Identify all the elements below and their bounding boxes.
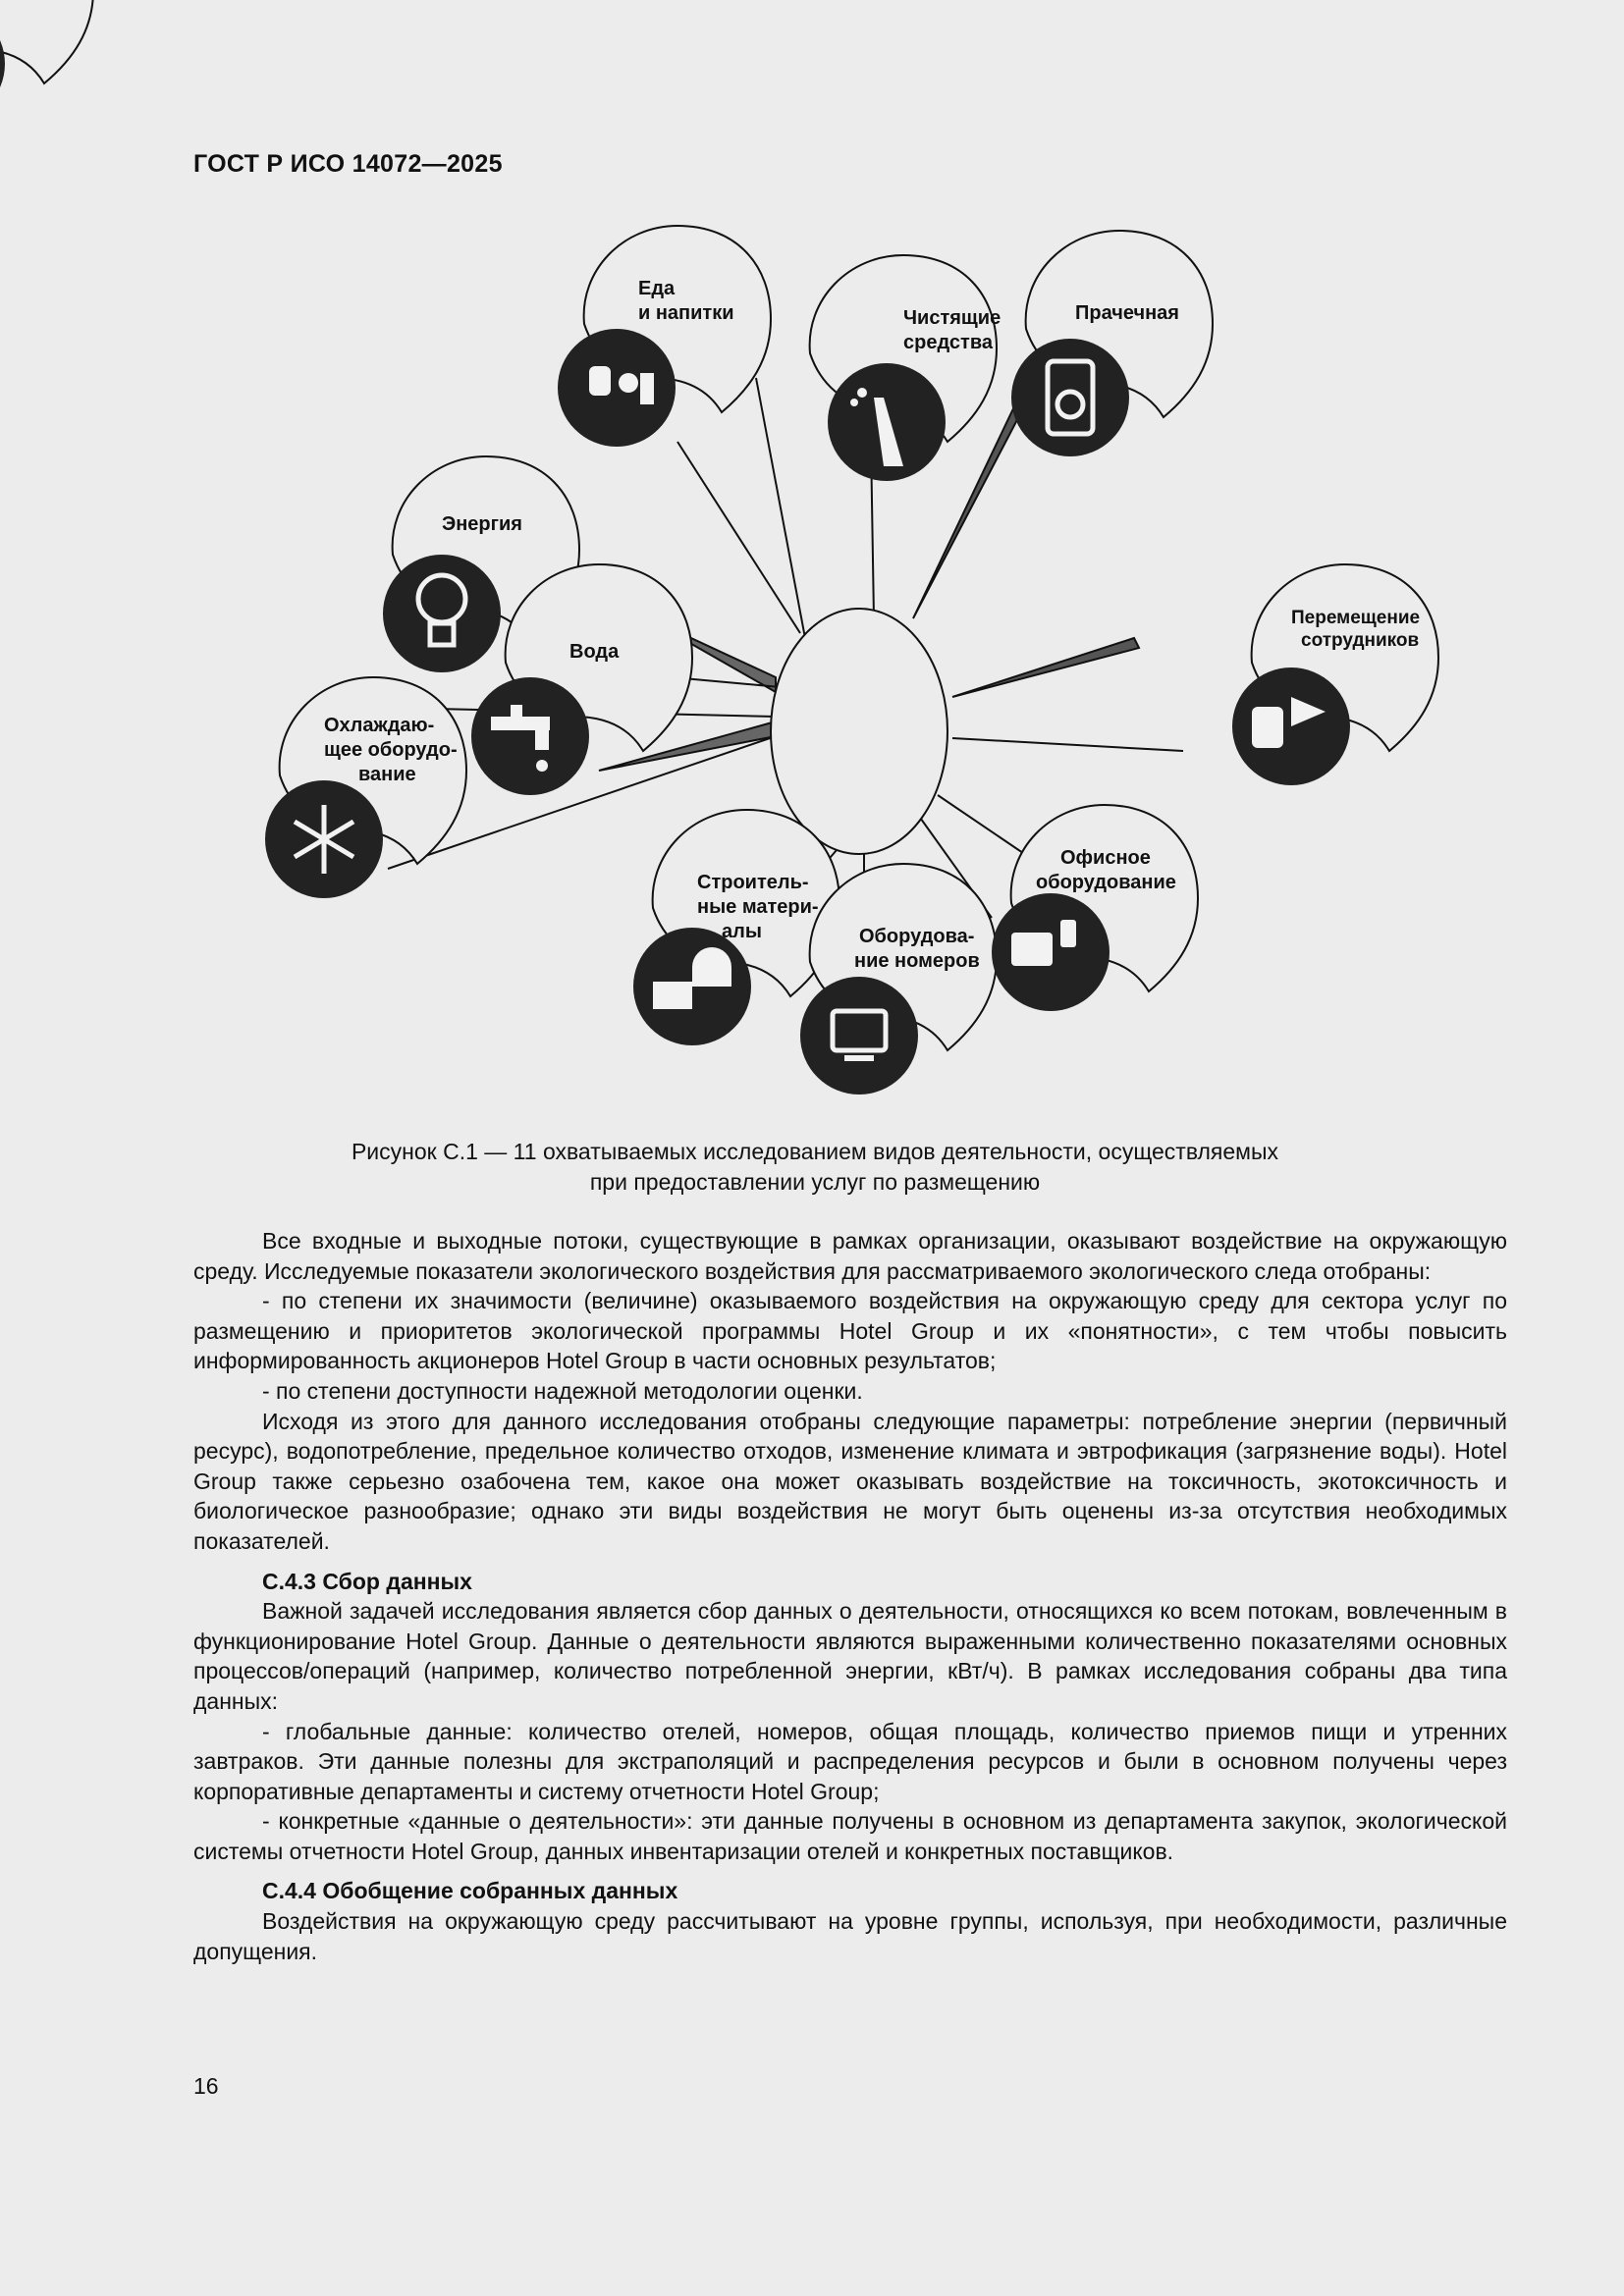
cooling-label-line3: вание bbox=[358, 764, 416, 785]
room-equipment-label-line2: ние номеров bbox=[854, 950, 980, 972]
cooling-label-line2: щее оборудо- bbox=[324, 739, 458, 761]
construction-label-line1: Строитель- bbox=[697, 872, 809, 893]
node-staff-travel bbox=[1232, 564, 1438, 785]
figure-caption bbox=[236, 1137, 1394, 1198]
page-number: 16 bbox=[193, 2073, 219, 2099]
document-body bbox=[193, 1226, 1507, 1966]
section-heading: С.4.3 Сбор данных bbox=[262, 1568, 472, 1594]
list-item: - глобальные данные: количество отелей, номеров, общая площадь, количество приемов пищи и утренних завтраков. Эти данные полезны для экстраполяций и распределения ресурсов и были в основном получены через корпоративные департаменты и систему отчетности Hotel Group; bbox=[193, 1718, 1507, 1804]
food-label-line1: Еда bbox=[638, 278, 676, 299]
staff-travel-label-line1: Перемещение bbox=[1291, 608, 1421, 628]
cleaning-label-line1: Чистящие bbox=[903, 307, 1001, 329]
food-label-line2: и напитки bbox=[638, 302, 734, 324]
staff-travel-label-line2: сотрудников bbox=[1301, 630, 1420, 651]
activities-diagram bbox=[0, 0, 1624, 1119]
node-food bbox=[558, 226, 771, 447]
paragraph: Все входные и выходные потоки, существующие в рамках организации, оказывают воздействие на окружающую среду. Исследуемые показатели экологического воздействия для рассматриваемого экологического следа отобраны: bbox=[193, 1228, 1507, 1284]
office-equipment-label-line1: Офисное bbox=[1060, 847, 1151, 869]
figure-caption-line1: Рисунок С.1 — 11 охватываемых исследованием видов деятельности, осуществляемых bbox=[351, 1139, 1279, 1164]
cleaning-label-line2: средства bbox=[903, 332, 993, 353]
figure-caption-line2: при предоставлении услуг по размещению bbox=[589, 1169, 1041, 1195]
node-cooling bbox=[265, 677, 466, 898]
paragraph: Исходя из этого для данного исследования отобраны следующие параметры: потребление энергии (первичный ресурс), водопотребление, предельное количество отходов, изменение климата и эвтрофикация (загрязнение воды). Hotel Group также серьезно озабочена тем, какое она может оказывать воздействие на токсичность, экотоксичность и биологическое разнообразие; однако эти виды воздействия не могут быть оценены из-за отсутствия необходимых показателей. bbox=[193, 1408, 1507, 1554]
construction-label-line2: ные матери- bbox=[697, 896, 819, 918]
document-header: ГОСТ Р ИСО 14072—2025 bbox=[193, 150, 503, 178]
paragraph: Воздействия на окружающую среду рассчитывают на уровне группы, используя, при необходимости, различные допущения. bbox=[193, 1908, 1507, 1964]
node-room-equipment bbox=[800, 864, 997, 1095]
cooling-label-line1: Охлаждаю- bbox=[324, 715, 435, 736]
node-office-equipment bbox=[992, 805, 1198, 1011]
laundry-label: Прачечная bbox=[1075, 302, 1179, 324]
construction-label-line3: алы bbox=[722, 921, 762, 942]
list-item: - конкретные «данные о деятельности»: эти данные получены в основном из департамента закупок, экологической системы отчетности Hotel Group, данных инвентаризации отелей и конкретных поставщиков. bbox=[193, 1808, 1507, 1864]
water-label: Вода bbox=[569, 641, 620, 663]
list-item: - по степени их значимости (величине) оказываемого воздействия на окружающую среду для сектора услуг по размещению и приоритетов экологической программы Hotel Group и их «понятности», с тем чтобы повысить информированность акционеров Hotel Group в части основных результатов; bbox=[193, 1288, 1507, 1374]
node-laundry bbox=[1011, 231, 1213, 456]
office-equipment-label-line2: оборудование bbox=[1036, 872, 1176, 893]
section-heading: С.4.4 Обобщение собранных данных bbox=[262, 1878, 678, 1904]
room-equipment-label-line1: Оборудова- bbox=[859, 926, 975, 947]
list-item: - по степени доступности надежной методологии оценки. bbox=[262, 1377, 863, 1404]
node-waste bbox=[0, 0, 93, 123]
node-cleaning bbox=[810, 255, 1001, 481]
central-hub bbox=[771, 609, 947, 854]
paragraph: Важной задачей исследования является сбор данных о деятельности, относящихся ко всем потокам, вовлеченным в функционирование Hotel Group. Данные о деятельности являются выраженными количественно показателями основных процессов/операций (например, количество потребленной энергии, кВт/ч). В рамках исследования собраны два типа данных: bbox=[193, 1598, 1507, 1714]
energy-label: Энергия bbox=[442, 513, 522, 535]
